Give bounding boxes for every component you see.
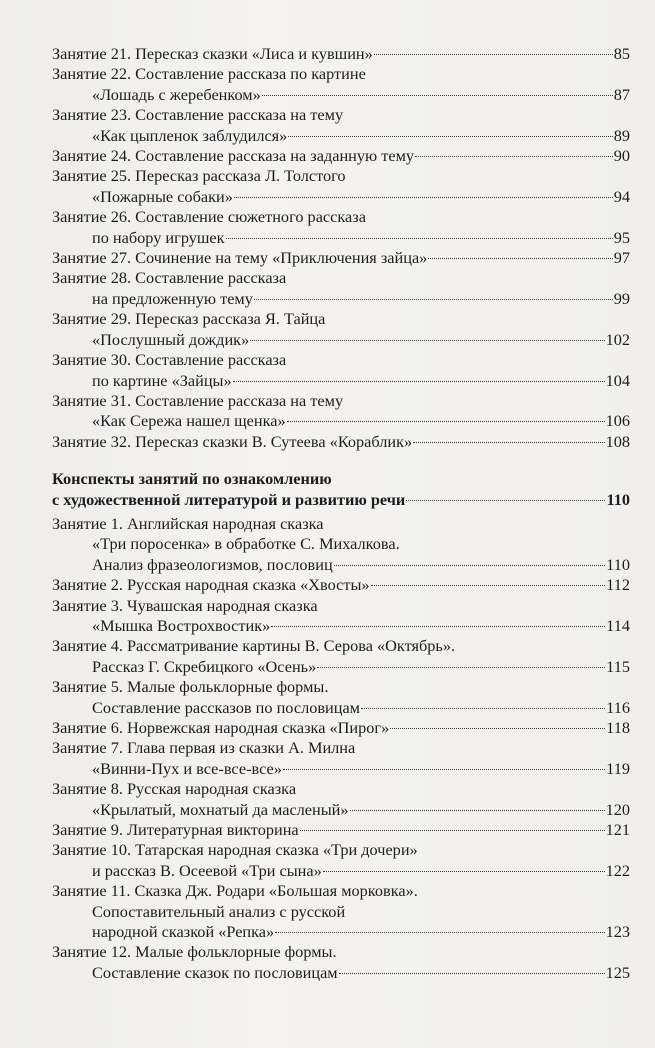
- toc-entry: [52, 942, 630, 983]
- toc-line: [52, 575, 630, 595]
- toc-entry: [52, 881, 630, 942]
- toc-line: [52, 840, 630, 860]
- toc-line-text: «Винни-Пух и все-все-все»: [92, 758, 282, 778]
- toc-line: [52, 391, 630, 411]
- page-number: 90: [613, 146, 630, 166]
- toc-line-text: «Послушный дождик»: [92, 329, 250, 349]
- page-number: 95: [613, 227, 630, 247]
- page-number: 116: [606, 697, 630, 717]
- dot-leader: [323, 871, 605, 872]
- toc-line-text: по картине «Зайцы»: [92, 370, 232, 390]
- toc-line-text: Занятие 3. Чувашская народная сказка: [52, 595, 318, 615]
- toc-line: [52, 411, 630, 431]
- page-number: 120: [605, 799, 630, 819]
- toc-line-text: Занятие 24. Составление рассказа на заданную тему: [52, 146, 415, 166]
- toc-line-text: Занятие 23. Составление рассказа на тему: [52, 105, 344, 125]
- dot-leader: [275, 932, 604, 933]
- page-number: 110: [606, 554, 630, 574]
- toc-line: [52, 187, 630, 207]
- toc-line: [52, 166, 630, 186]
- toc-line: [52, 85, 630, 105]
- toc-line: [52, 677, 630, 697]
- toc-line-text: Занятие 22. Составление рассказа по картине: [52, 64, 366, 84]
- toc-line-text: Анализ фразеологизмов, пословиц: [92, 554, 333, 574]
- toc-line: [52, 248, 630, 268]
- dot-leader: [271, 626, 605, 627]
- page-number: 102: [605, 329, 630, 349]
- toc-line: [52, 330, 630, 350]
- toc-line-text: Занятие 5. Малые фольклорные формы.: [52, 677, 329, 697]
- page-number: 125: [605, 962, 630, 982]
- toc-entry: [52, 575, 630, 595]
- toc-line-text: Сопоставительный анализ с русской: [92, 901, 346, 921]
- toc-line-text: Занятие 2. Русская народная сказка «Хвосты»: [52, 575, 370, 595]
- toc-line: [52, 861, 630, 881]
- toc-entry: [52, 820, 630, 840]
- page-number: 118: [606, 718, 630, 737]
- toc-line-text: народной сказкой «Репка»: [92, 922, 275, 942]
- toc-entry: [52, 779, 630, 820]
- page-number: 89: [613, 125, 630, 145]
- toc-line: [52, 534, 630, 554]
- toc-line: [52, 922, 630, 942]
- page-number: 112: [606, 575, 630, 595]
- toc-line: [52, 268, 630, 288]
- page-number: 119: [606, 758, 630, 778]
- toc-line: [52, 228, 630, 248]
- toc-line: [52, 657, 630, 677]
- toc-entry: [52, 146, 630, 166]
- toc-line: [52, 207, 630, 227]
- toc-entry: [52, 391, 630, 432]
- toc-line-text: Занятие 28. Составление рассказа: [52, 268, 287, 288]
- toc-line: [52, 942, 630, 962]
- toc-entry: [52, 248, 630, 268]
- dot-leader: [317, 667, 605, 668]
- toc-line-text: «Лошадь с жеребенком»: [92, 84, 261, 104]
- toc-line-text: Занятие 4. Рассматривание картины В. Серова «Октябрь».: [52, 636, 456, 656]
- page-number: 114: [606, 615, 630, 635]
- page-number: 106: [605, 411, 630, 431]
- toc-line-text: Занятие 25. Пересказ рассказа Л. Толстого: [52, 166, 346, 186]
- dot-leader: [234, 197, 613, 198]
- toc-line-text: «Как Сережа нашел щенка»: [92, 411, 286, 431]
- toc-line-text: на предложенную тему: [92, 288, 253, 308]
- page-number: 97: [613, 248, 630, 268]
- toc-entry: [52, 840, 630, 881]
- toc-entry: [52, 207, 630, 248]
- dot-leader: [428, 258, 612, 259]
- toc-line-text: «Мышка Вострохвостик»: [92, 615, 271, 635]
- toc-line: [52, 800, 630, 820]
- toc-line: [52, 289, 630, 309]
- page-number: 104: [605, 370, 630, 390]
- toc-line-text: «Как цыпленок заблудился»: [92, 125, 288, 145]
- dot-leader: [283, 769, 605, 770]
- toc-line-text: и рассказ В. Осеевой «Три сына»: [92, 860, 322, 880]
- toc-line: [52, 432, 630, 452]
- dot-leader: [334, 565, 605, 566]
- dot-leader: [371, 585, 606, 586]
- page-number: 85: [613, 44, 630, 63]
- toc-line: [52, 105, 630, 125]
- dot-leader: [300, 830, 605, 831]
- page-number: 110: [606, 489, 630, 509]
- toc-entry: [52, 44, 630, 64]
- toc-line-text: Занятие 7. Глава первая из сказки А. Милна: [52, 738, 356, 758]
- toc-line: [52, 616, 630, 636]
- toc-line: [52, 738, 630, 758]
- toc-line: [52, 759, 630, 779]
- dot-leader: [415, 156, 613, 157]
- toc-line: [52, 146, 630, 166]
- toc-entry: [52, 514, 630, 575]
- page-number: 121: [605, 820, 630, 840]
- toc-line-text: Занятие 6. Норвежская народная сказка «Пирог»: [52, 718, 390, 737]
- toc-line: [52, 64, 630, 84]
- toc-entry: [52, 166, 630, 207]
- dot-leader: [374, 54, 613, 55]
- toc-line-text: Занятие 1. Английская народная сказка: [52, 513, 324, 533]
- toc-line-text: Занятие 12. Малые фольклорные формы.: [52, 942, 337, 962]
- toc-line: [52, 514, 630, 534]
- toc-line: [52, 718, 630, 738]
- toc-entry: [52, 718, 630, 738]
- toc-line-text: Занятие 26. Составление сюжетного рассказа: [52, 207, 366, 227]
- toc-line: [52, 309, 630, 329]
- toc-line: [52, 902, 630, 922]
- toc-line: [52, 126, 630, 146]
- toc-line: [52, 596, 630, 616]
- toc-line-text: Занятие 9. Литературная викторина: [52, 820, 299, 840]
- toc-line: [52, 779, 630, 799]
- toc-entry: [52, 309, 630, 350]
- toc-line-text: Занятие 32. Пересказ сказки В. Сутеева «Кораблик»: [52, 431, 413, 451]
- dot-leader: [350, 810, 605, 811]
- page-number: 87: [613, 84, 630, 104]
- toc-entry: [52, 105, 630, 146]
- toc-entry: [52, 738, 630, 779]
- toc-line: [52, 820, 630, 840]
- dot-leader: [254, 299, 613, 300]
- toc-line-text: Конспекты занятий по ознакомлению: [52, 469, 332, 489]
- toc-line: [52, 490, 630, 510]
- dot-leader: [226, 238, 613, 239]
- page-number: 99: [613, 288, 630, 308]
- dot-leader: [233, 381, 605, 382]
- toc-line: [52, 636, 630, 656]
- toc-line-text: «Крылатый, мохнатый да масленый»: [92, 799, 349, 819]
- toc-line: [52, 44, 630, 64]
- toc-section-heading: [52, 469, 630, 510]
- toc-line-text: «Три поросенка» в обработке С. Михалкова.: [92, 534, 400, 554]
- toc-entry: [52, 677, 630, 718]
- page-number: 108: [605, 431, 630, 451]
- toc-entry: [52, 350, 630, 391]
- toc-line-text: с художественной литературой и развитию речи: [52, 489, 406, 509]
- toc-line: [52, 371, 630, 391]
- toc-line: [52, 881, 630, 901]
- toc-line-text: Занятие 29. Пересказ рассказа Я. Тайца: [52, 309, 326, 329]
- page-number: 123: [605, 922, 630, 942]
- dot-leader: [288, 136, 612, 137]
- toc-line-text: Занятие 27. Сочинение на тему «Приключения зайца»: [52, 248, 428, 268]
- dot-leader: [250, 340, 604, 341]
- page-number: 115: [606, 656, 630, 676]
- dot-leader: [390, 728, 605, 729]
- dot-leader: [339, 973, 605, 974]
- dot-leader: [406, 500, 605, 501]
- toc-line: [52, 698, 630, 718]
- toc-line-text: Составление рассказов по пословицам: [92, 697, 360, 717]
- page-number: 94: [613, 186, 630, 206]
- toc-entry: [52, 432, 630, 452]
- dot-leader: [361, 708, 605, 709]
- toc-line-text: по набору игрушек: [92, 227, 225, 247]
- toc-line-text: Занятие 30. Составление рассказа: [52, 350, 287, 370]
- dot-leader: [413, 442, 604, 443]
- toc-line: [52, 350, 630, 370]
- dot-leader: [262, 95, 613, 96]
- toc-line-text: «Пожарные собаки»: [92, 186, 233, 206]
- toc-line-text: Занятие 11. Сказка Дж. Родари «Большая морковка».: [52, 881, 418, 901]
- toc-line: [52, 555, 630, 575]
- toc-line-text: Рассказ Г. Скребицкого «Осень»: [92, 656, 317, 676]
- toc-line-text: Занятие 10. Татарская народная сказка «Три дочери»: [52, 840, 418, 860]
- toc-line-text: Занятие 8. Русская народная сказка: [52, 779, 297, 799]
- toc-entry: [52, 268, 630, 309]
- page-number: 122: [605, 860, 630, 880]
- toc-line-text: Занятие 21. Пересказ сказки «Лиса и кувшин»: [52, 44, 373, 63]
- dot-leader: [287, 421, 605, 422]
- toc-line: [52, 469, 630, 489]
- toc-line-text: Занятие 31. Составление рассказа на тему: [52, 390, 344, 410]
- toc-line-text: Составление сказок по пословицам: [92, 962, 338, 982]
- table-of-contents: [52, 44, 630, 983]
- toc-entry: [52, 64, 630, 105]
- toc-line: [52, 963, 630, 983]
- toc-entry: [52, 636, 630, 677]
- toc-entry: [52, 596, 630, 637]
